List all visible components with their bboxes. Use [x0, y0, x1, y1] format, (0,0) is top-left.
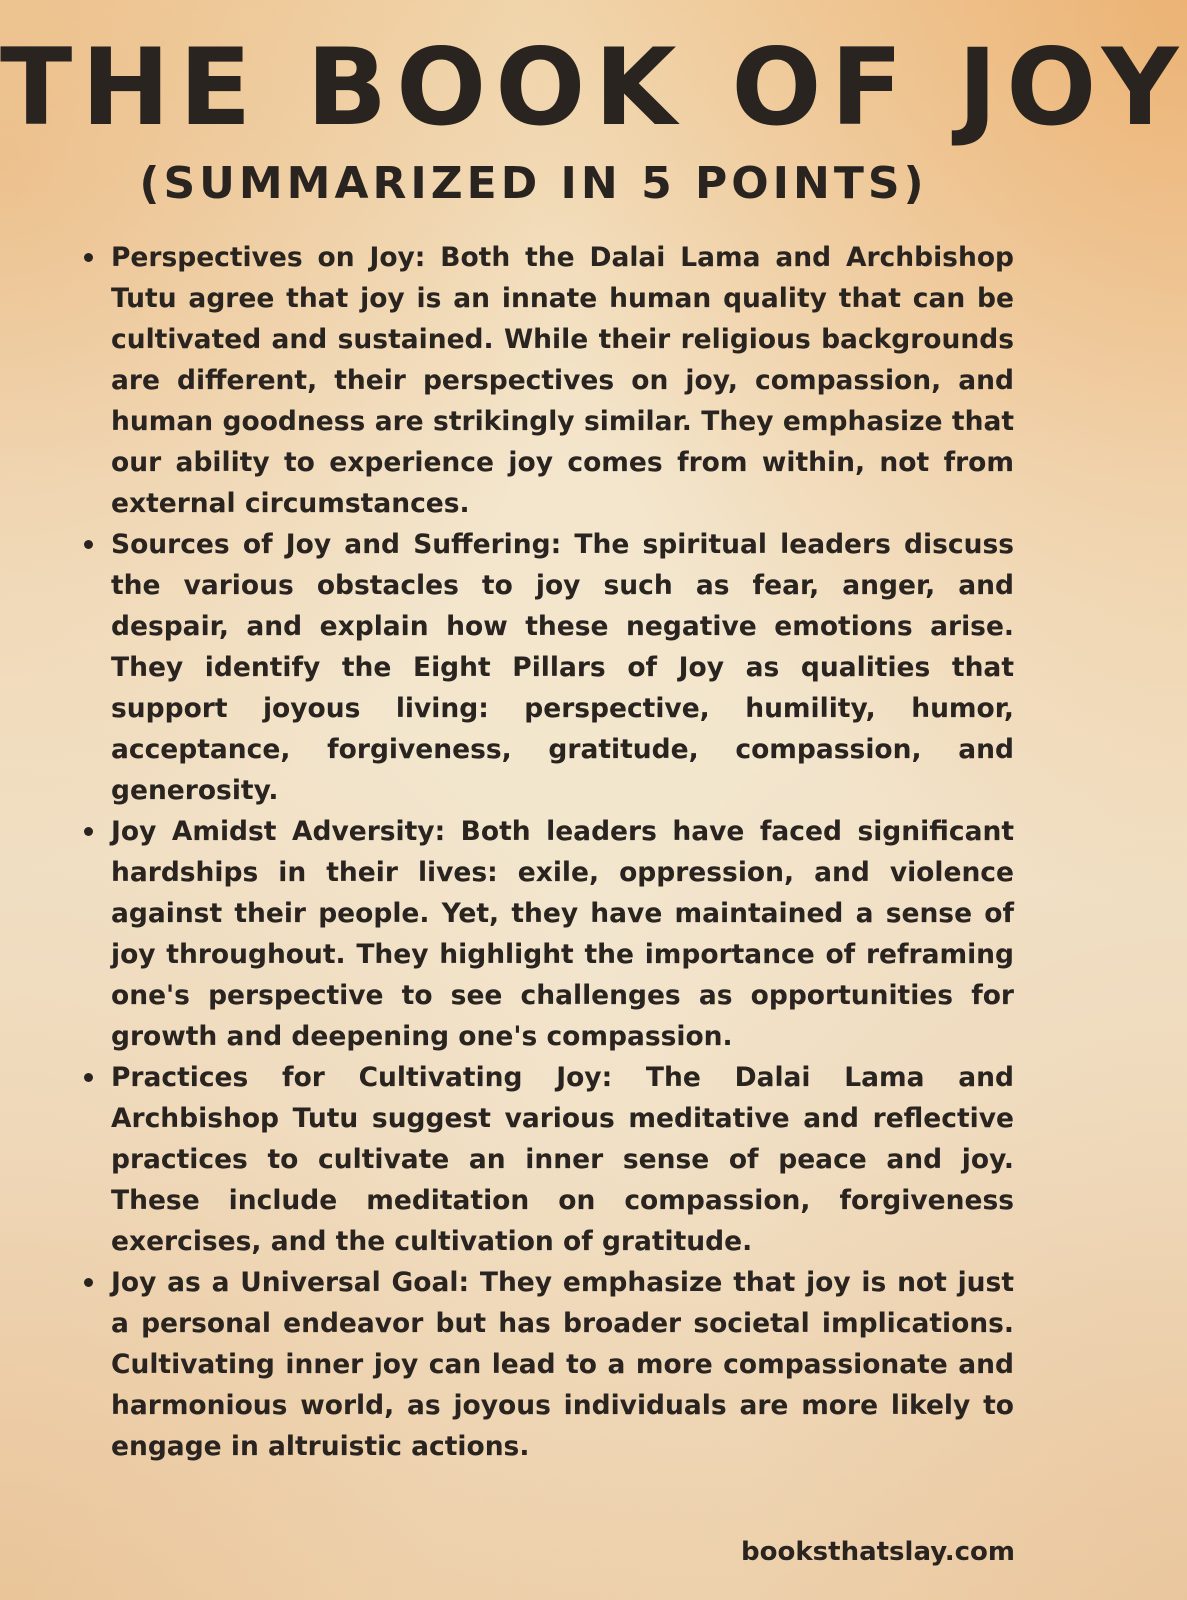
summary-point: [82, 237, 1014, 524]
poster-title: THE BOOK OF JOY: [0, 26, 1187, 149]
summary-point: [82, 1057, 1014, 1262]
website-credit: booksthatslay.com: [741, 1537, 1015, 1567]
bullet-icon: [84, 1073, 93, 1082]
bullet-icon: [84, 1278, 93, 1287]
bullet-icon: [84, 253, 93, 262]
summary-point: [82, 811, 1014, 1057]
bullet-icon: [84, 827, 93, 836]
summary-point-text: Joy Amidst Adversity: Both leaders have faced significant hardships in their lives: exile, oppression, and violence against their people. Yet, they have maintained a sense of joy throughout. They highlight the importance of reframing one's perspective to see challenges as opportunities for growth and deepening one's compassion.: [111, 816, 1014, 1052]
summary-points-list: [82, 237, 1014, 1467]
summary-point-text: Sources of Joy and Suffering: The spiritual leaders discuss the various obstacles to joy such as fear, anger, and despair, and explain how these negative emotions arise. They identify the Eight Pillars of Joy as qualities that support joyous living: perspective, humility, humor, acceptance, forgiveness, gratitude, compassion, and generosity.: [111, 529, 1014, 806]
bullet-icon: [84, 540, 93, 549]
summary-point-text: Perspectives on Joy: Both the Dalai Lama and Archbishop Tutu agree that joy is an innate human quality that can be cultivated and sustained. While their religious backgrounds are different, their perspectives on joy, compassion, and human goodness are strikingly similar. They emphasize that our ability to experience joy comes from within, not from external circumstances.: [111, 242, 1014, 519]
summary-point-text: Joy as a Universal Goal: They emphasize that joy is not just a personal endeavor but has broader societal implications. Cultivating inner joy can lead to a more compassionate and harmonious world, as joyous individuals are more likely to engage in altruistic actions.: [111, 1267, 1014, 1462]
summary-point: [82, 524, 1014, 811]
poster-subtitle: (SUMMARIZED IN 5 POINTS): [139, 158, 928, 209]
summary-point: [82, 1262, 1014, 1467]
summary-point-text: Practices for Cultivating Joy: The Dalai Lama and Archbishop Tutu suggest various meditative and reflective practices to cultivate an inner sense of peace and joy. These include meditation on compassion, forgiveness exercises, and the cultivation of gratitude.: [111, 1062, 1014, 1257]
